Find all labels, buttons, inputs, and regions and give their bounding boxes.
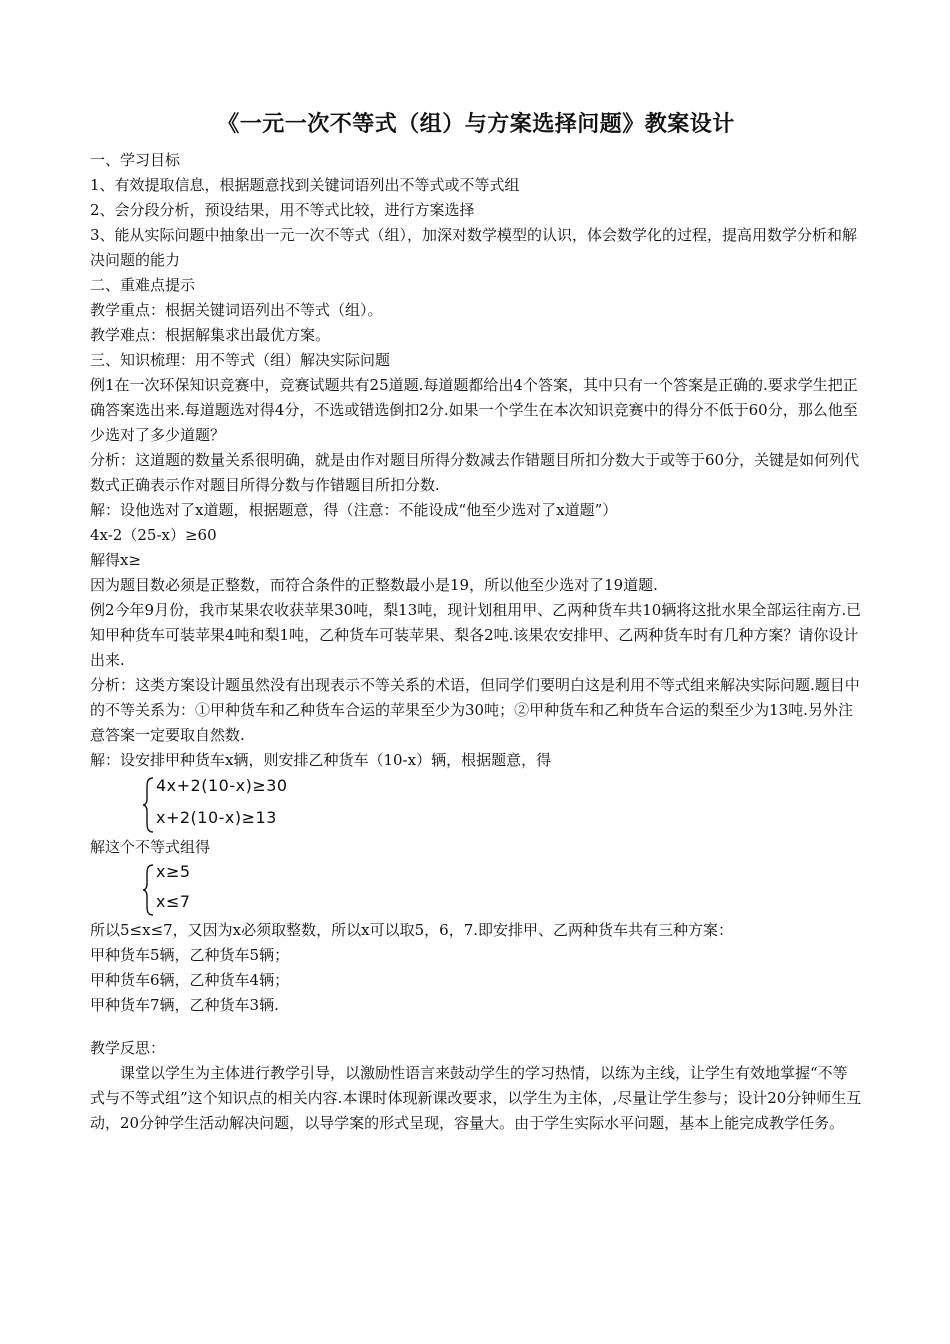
inequality-system-2 [142, 860, 262, 918]
example-1-result: 解得x≥ [90, 551, 142, 569]
example-2-analysis: 分析：这类方案设计题虽然没有出现表示不等关系的术语，但同学们要明白这是利用不等式组来解决实际问题.题目中的不等关系为：①甲种货车和乙种货车合运的苹果至少为30吨；②甲种货车和乙种货车合运的梨至少为13吨.另外注意答案一定要取自然数. [90, 676, 860, 744]
system-1-row-2: x+2(10-x)≥13 [156, 808, 277, 827]
example-2-conclusion: 所以5≤x≤7，又因为x必须取整数，所以x可以取5，6，7.即安排甲、乙两种货车共有三种方案： [90, 921, 734, 939]
example-1-conclusion: 因为题目数必须是正整数，而符合条件的正整数最小是19，所以他至少选对了19道题. [90, 576, 658, 594]
example-2-solution: 解：设安排甲种货车x辆，则安排乙种货车（10-x）辆，根据题意，得 [90, 751, 552, 769]
section-heading-key-points: 二、重难点提示 [90, 276, 196, 294]
spacer [90, 1018, 862, 1036]
teaching-difficulty: 教学难点：根据解集求出最优方案。 [90, 326, 331, 344]
section-heading-knowledge: 三、知识梳理：用不等式（组）解决实际问题 [90, 351, 391, 369]
teaching-focus: 教学重点：根据关键词语列出不等式（组）。 [90, 301, 383, 319]
left-brace-icon [142, 777, 154, 833]
example-2-problem: 例2今年9月份，我市某果农收获苹果30吨，梨13吨，现计划租用甲、乙两种货车共10辆将这批水果全部运往南方.已知甲种货车可装苹果4吨和梨1吨，乙种货车可装苹果、梨各2吨.该果农安排甲、乙两种货车时有几种方案？请你设计出来. [90, 601, 862, 669]
objective-2: 2、会分段分析，预设结果，用不等式比较，进行方案选择 [90, 201, 475, 219]
example-1-solution: 解：设他选对了x道题，根据题意，得（注意：不能设成“他至少选对了x道题”） [90, 501, 618, 519]
page-title: 《一元一次不等式（组）与方案选择问题》教案设计 [217, 111, 735, 137]
inequality-system-1 [142, 773, 342, 835]
section-heading-objectives: 一、学习目标 [90, 151, 181, 169]
system-2-row-1: x≥5 [156, 862, 191, 881]
example-1-analysis: 分析：这道题的数量关系很明确，就是由作对题目所得分数减去作错题目所扣分数大于或等于60分，关键是如何列代数式正确表示作对题目所得分数与作错题目所扣分数. [90, 451, 860, 494]
plan-2: 甲种货车6辆，乙种货车4辆； [90, 971, 290, 989]
reflection-heading: 教学反思： [90, 1039, 166, 1057]
system-1-row-1: 4x+2(10-x)≥30 [156, 776, 288, 795]
example-1-inequality: 4x-2（25-x）≥60 [90, 526, 217, 544]
example-1-problem: 例1在一次环保知识竞赛中，竞赛试题共有25道题.每道题都给出4个答案，其中只有一个答案是正确的.要求学生把正确答案选出来.每道题选对得4分，不选或错选倒扣2分.如果一个学生在本次知识竞赛中的得分不低于60分，那么他至少选对了多少道题？ [90, 376, 858, 444]
plan-1: 甲种货车5辆，乙种货车5辆； [90, 946, 290, 964]
left-brace-icon [142, 864, 154, 916]
solve-system-label: 解这个不等式组得 [90, 838, 211, 856]
reflection-text: 课堂以学生为主体进行教学引导，以激励性语言来鼓动学生的学习热情，以练为主线，让学生有效地掌握“不等式与不等式组”这个知识点的相关内容.本课时体现新课改要求，以学生为主体，,尽量让学生参与；设计20分钟师生互动，20分钟学生活动解决问题，以导学案的形式呈现，容量大。由于学生实际水平问题，基本上能完成教学任务。 [90, 1064, 862, 1132]
objective-1: 1、有效提取信息，根据题意找到关键词语列出不等式或不等式组 [90, 176, 520, 194]
objective-3: 3、能从实际问题中抽象出一元一次不等式（组），加深对数学模型的认识，体会数学化的过程，提高用数学分析和解决问题的能力 [90, 226, 858, 269]
system-2-row-2: x≤7 [156, 892, 191, 911]
document-page [90, 104, 862, 1136]
plan-3: 甲种货车7辆，乙种货车3辆. [90, 996, 279, 1014]
